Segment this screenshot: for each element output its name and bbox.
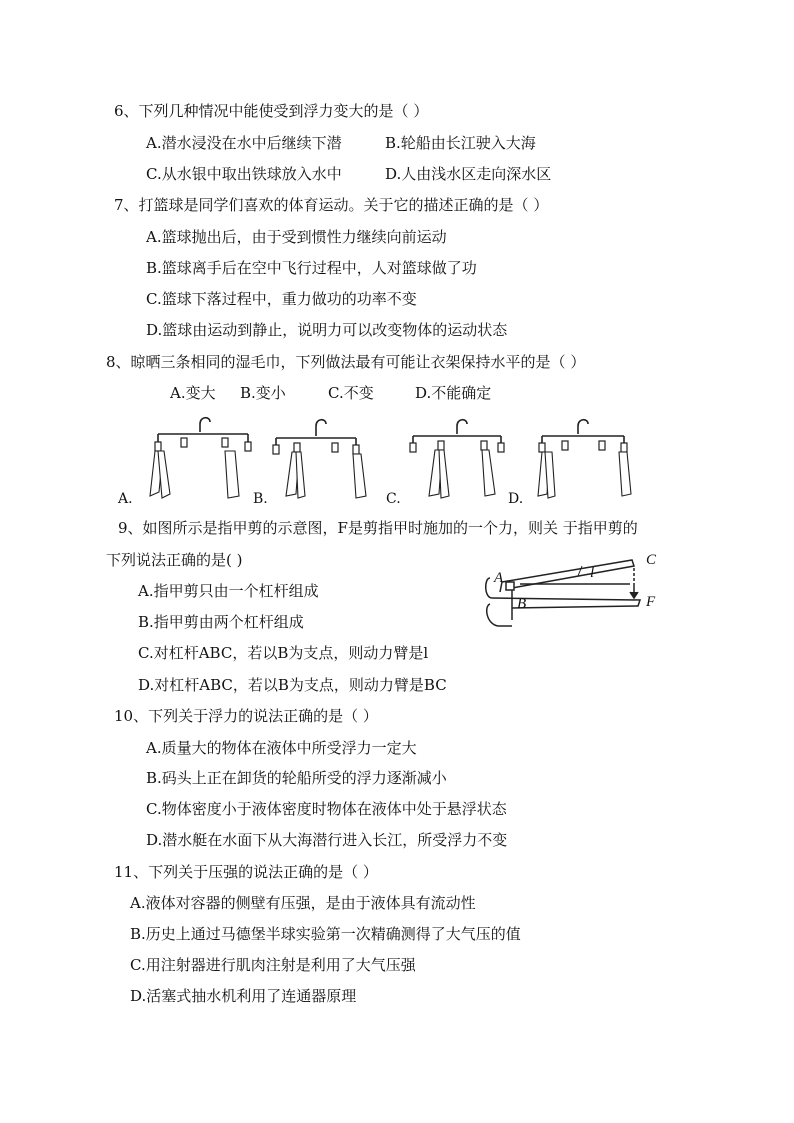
q11-stem: 11、下列关于压强的说法正确的是（ ）	[114, 863, 378, 881]
q8-option-d[interactable]: D.不能确定	[415, 384, 492, 402]
q6-option-d[interactable]: D.人由浅水区走向深水区	[385, 165, 552, 183]
q10-option-d[interactable]: D.潜水艇在水面下从大海潜行进入长江，所受浮力不变	[146, 831, 508, 849]
q11-option-b[interactable]: B.历史上通过马德堡半球实验第一次精确测得了大气压的值	[130, 925, 521, 943]
q6-stem: 6、下列几种情况中能使受到浮力变大的是（ ）	[114, 102, 429, 120]
q7-option-a[interactable]: A.篮球抛出后，由于受到惯性力继续向前运动	[146, 228, 447, 246]
q9-option-c[interactable]: C.对杠杆ABC，若以B为支点，则动力臂是l	[138, 644, 429, 662]
q9-option-d[interactable]: D.对杠杆ABC，若以B为支点，则动力臂是BC	[138, 676, 447, 694]
q7-option-d[interactable]: D.篮球由运动到静止，说明力可以改变物体的运动状态	[146, 321, 508, 339]
q11-option-a[interactable]: A.液体对容器的侧壁有压强，是由于液体具有流动性	[130, 894, 476, 912]
q6-option-c[interactable]: C.从水银中取出铁球放入水中	[146, 165, 342, 183]
q10-stem: 10、下列关于浮力的说法正确的是（ ）	[114, 707, 378, 725]
clipper-label-b: B	[517, 596, 527, 612]
clipper-label-f: F	[646, 594, 656, 610]
q8-option-b[interactable]: B.变小	[240, 384, 286, 402]
q10-option-b[interactable]: B.码头上正在卸货的轮船所受的浮力逐渐减小	[146, 769, 447, 787]
clipper-label-a: A	[494, 570, 504, 586]
q8-option-a[interactable]: A.变大	[170, 384, 216, 402]
q6-option-a[interactable]: A.潜水浸没在水中后继续下潜	[146, 134, 342, 152]
q7-stem: 7、打篮球是同学们喜欢的体育运动。关于它的描述正确的是（ ）	[114, 196, 549, 214]
q11-option-d[interactable]: D.活塞式抽水机利用了连通器原理	[130, 987, 357, 1005]
q6-option-b[interactable]: B.轮船由长江驶入大海	[385, 134, 536, 152]
q9-stem-line2: 下列说法正确的是( )	[106, 551, 243, 569]
q11-option-c[interactable]: C.用注射器进行肌肉注射是利用了大气压强	[130, 956, 416, 974]
q7-option-b[interactable]: B.篮球离手后在空中飞行过程中，人对篮球做了功	[146, 259, 477, 277]
q9-option-a[interactable]: A.指甲剪只由一个杠杆组成	[138, 582, 319, 600]
q10-option-c[interactable]: C.物体密度小于液体密度时物体在液体中处于悬浮状态	[146, 800, 507, 818]
hanger-figure-a[interactable]	[150, 410, 260, 500]
hanger-figure-d[interactable]	[538, 410, 648, 500]
nail-clipper-figure	[482, 548, 662, 638]
q10-option-a[interactable]: A.质量大的物体在液体中所受浮力一定大	[146, 739, 417, 757]
hanger-figure-c[interactable]	[405, 410, 515, 500]
hanger-figure-b[interactable]	[272, 410, 382, 500]
q8-option-c[interactable]: C.不变	[328, 384, 374, 402]
hanger-label-d: D.	[508, 491, 524, 507]
hanger-label-a: A.	[118, 491, 133, 507]
hanger-label-c: C.	[386, 491, 401, 507]
q8-stem: 8、晾晒三条相同的湿毛巾，下列做法最有可能让衣架保持水平的是（ ）	[106, 353, 586, 371]
clipper-label-c: C	[646, 552, 657, 568]
q7-option-c[interactable]: C.篮球下落过程中，重力做功的功率不变	[146, 290, 417, 308]
hanger-label-b: B.	[253, 491, 268, 507]
q9-option-b[interactable]: B.指甲剪由两个杠杆组成	[138, 613, 304, 631]
q9-stem-line1: 9、如图所示是指甲剪的示意图，F是剪指甲时施加的一个力，则关 于指甲剪的	[118, 519, 638, 537]
clipper-label-l: l	[590, 565, 595, 581]
